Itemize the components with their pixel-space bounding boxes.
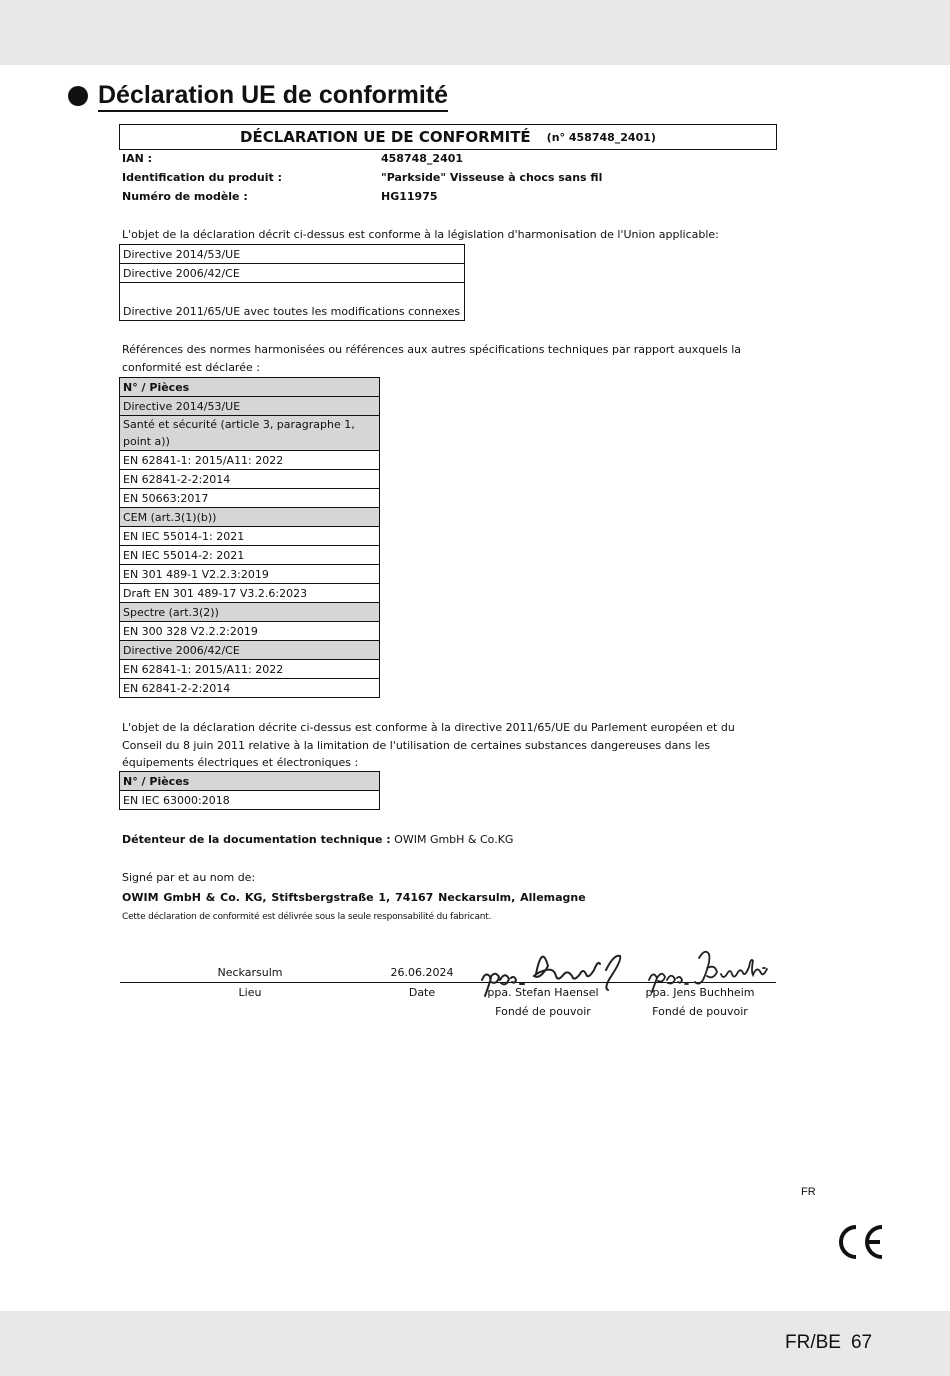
standards-row: Directive 2006/42/CE xyxy=(120,641,380,660)
standards-intro: Références des normes harmonisées ou références aux autres spécifications techniques par rapport auxquels la conformité est déclarée : xyxy=(122,343,742,374)
standards-row: EN 62841-1: 2015/A11: 2022 xyxy=(120,660,380,679)
responsibility-note: Cette déclaration de conformité est délivrée sous la seule responsabilité du fabricant. xyxy=(122,912,492,922)
standards-row: EN 62841-1: 2015/A11: 2022 xyxy=(120,451,380,470)
place-label: Lieu xyxy=(238,986,262,999)
holder-line xyxy=(122,831,772,849)
directive-row: Directive 2014/53/UE xyxy=(120,245,465,264)
standards-row: EN 301 489-1 V2.2.3:2019 xyxy=(120,565,380,584)
standards-row: EN IEC 55014-1: 2021 xyxy=(120,527,380,546)
rohs-row: EN IEC 63000:2018 xyxy=(120,791,380,810)
company-address: OWIM GmbH & Co. KG, Stiftsbergstraße 1, 74167 Neckarsulm, Allemagne xyxy=(122,891,586,904)
declaration-title: DÉCLARATION UE DE CONFORMITÉ xyxy=(240,128,531,146)
standards-row: EN 62841-2-2:2014 xyxy=(120,470,380,489)
info-label-product: Identification du produit : xyxy=(122,171,282,184)
standards-row: EN IEC 55014-2: 2021 xyxy=(120,546,380,565)
standards-row: EN 300 328 V2.2.2:2019 xyxy=(120,622,380,641)
date-label: Date xyxy=(408,986,436,999)
section-title: Déclaration UE de conformité xyxy=(98,80,448,112)
standards-header: N° / Pièces xyxy=(120,378,380,397)
date-value: 26.06.2024 xyxy=(390,966,454,979)
page-footer xyxy=(785,1332,882,1354)
standards-row: Draft EN 301 489-17 V3.2.6:2023 xyxy=(120,584,380,603)
signatory-1: ppa. Stefan Haensel xyxy=(487,986,599,999)
rohs-intro: L'objet de la déclaration décrite ci-dessus est conforme à la directive 2011/65/UE du Parlement européen et du Conseil du 8 juin 2011 relative à la limitation de l'utilisation de certaines substances dangereuses dans les équipements électriques et électroniques : xyxy=(122,721,735,769)
rohs-table xyxy=(119,771,380,810)
footer-lang: FR/BE xyxy=(785,1332,841,1353)
standards-row: EN 62841-2-2:2014 xyxy=(120,679,380,698)
page-number: 67 xyxy=(850,1332,873,1353)
holder-value: OWIM GmbH & Co.KG xyxy=(394,833,514,846)
directives-table xyxy=(119,244,465,321)
directive-row: Directive 2006/42/CE xyxy=(120,264,465,283)
holder-label: Détenteur de la documentation technique : xyxy=(122,833,391,846)
role-2: Fondé de pouvoir xyxy=(652,1005,748,1018)
standards-row: Spectre (art.3(2)) xyxy=(120,603,380,622)
standards-row: EN 50663:2017 xyxy=(120,489,380,508)
signatory-2: ppa. Jens Buchheim xyxy=(645,986,755,999)
standards-row: Directive 2014/53/UE xyxy=(120,397,380,416)
info-value-ian: 458748_2401 xyxy=(381,152,464,165)
info-label-ian: IAN : xyxy=(122,152,153,165)
info-value-model: HG11975 xyxy=(381,190,438,203)
declaration-number: (n° 458748_2401) xyxy=(546,130,656,144)
legislation-intro: L'objet de la déclaration décrit ci-dessus est conforme à la législation d'harmonisation de l'Union applicable: xyxy=(122,228,719,241)
ce-mark-icon xyxy=(836,1224,886,1260)
language-tag: FR xyxy=(801,1186,816,1198)
signature-jens-buchheim xyxy=(645,944,775,994)
directive-row: Directive 2011/65/UE avec toutes les modifications connexes xyxy=(120,283,465,321)
standards-row: CEM (art.3(1)(b)) xyxy=(120,508,380,527)
role-1: Fondé de pouvoir xyxy=(495,1005,591,1018)
info-label-model: Numéro de modèle : xyxy=(122,190,248,203)
signed-for: Signé par et au nom de: xyxy=(122,871,256,884)
rohs-header: N° / Pièces xyxy=(120,772,380,791)
signature-stefan-haensel xyxy=(478,940,638,1000)
standards-table xyxy=(119,377,380,698)
standards-row: Santé et sécurité (article 3, paragraphe 1, point a)) xyxy=(120,416,380,451)
info-value-product: "Parkside" Visseuse à chocs sans fil xyxy=(381,171,603,184)
place-value: Neckarsulm xyxy=(217,966,283,979)
